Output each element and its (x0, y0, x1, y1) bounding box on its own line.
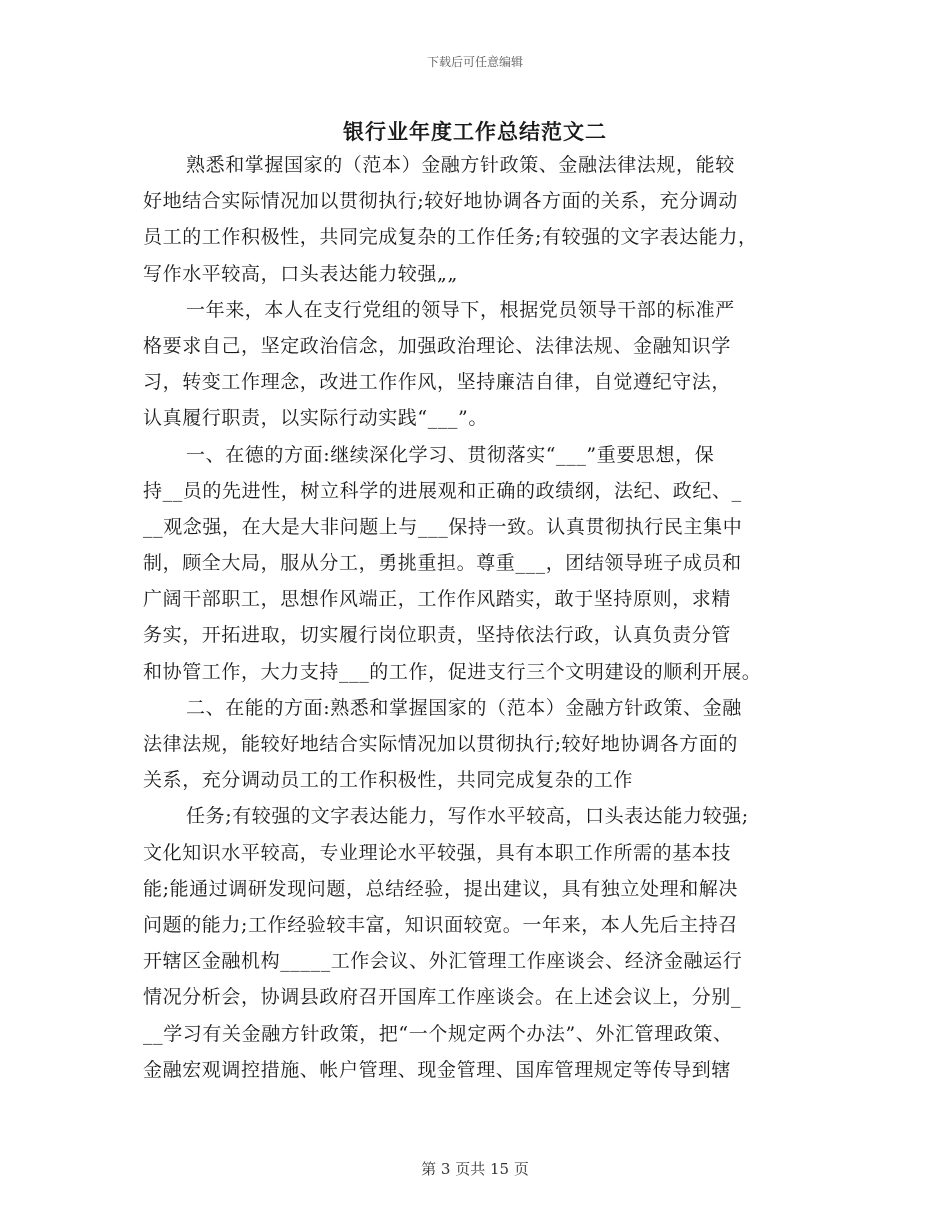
text-line: 习，转变工作理念，改进工作作风，坚持廉洁自律，自觉遵纪守法， (143, 371, 732, 394)
text-line: 写作水平较高，口头表达能力较强„„ (143, 262, 458, 285)
text-line: 一、在德的方面:继续深化学习、贯彻落实“___”重要思想，保 (186, 443, 715, 466)
text-line: 任务;有较强的文字表达能力，写作水平较高，口头表达能力较强; (186, 805, 749, 828)
text-line: 认真履行职责，以实际行动实践“___”。 (143, 407, 488, 430)
text-line: 务实，开拓进取，切实履行岗位职责，坚持依法行政，认真负责分管 (143, 624, 732, 647)
text-line: 员工的工作积极性，共同完成复杂的工作任务;有较强的文字表达能力， (143, 226, 758, 249)
header-note: 下载后可任意编辑 (426, 55, 523, 69)
text-line: 持__员的先进性，树立科学的进展观和正确的政绩纲，法纪、政纪、_ (143, 479, 742, 502)
text-line: 关系，充分调动员工的工作积极性，共同完成复杂的工作 (143, 769, 634, 792)
text-line: __观念强，在大是大非问题上与___保持一致。认真贯彻执行民主集中 (143, 515, 743, 538)
document-title: 银行业年度工作总结范文二 (343, 119, 607, 144)
text-line: 制，顾全大局，服从分工，勇挑重担。尊重___，团结领导班子成员和 (143, 552, 742, 575)
text-line: 和协管工作，大力支持___的工作，促进支行三个文明建设的顺利开展。 (143, 660, 762, 683)
text-line: 二、在能的方面:熟悉和掌握国家的（范本）金融方针政策、金融 (186, 696, 742, 719)
text-line: 开辖区金融机构_____工作会议、外汇管理工作座谈会、经济金融运行 (143, 950, 743, 973)
text-line: 熟悉和掌握国家的（范本）金融方针政策、金融法律法规，能较 (186, 154, 735, 176)
text-line: 格要求自己，坚定政治信念，加强政治理论、法律法规、金融知识学 (143, 334, 732, 357)
text-line: 文化知识水平较高，专业理论水平较强，具有本职工作所需的基本技 (143, 841, 732, 864)
text-line: __学习有关金融方针政策，把“一个规定两个办法”、外汇管理政策、 (143, 1022, 733, 1045)
text-line: 广阔干部职工，思想作风端正，工作作风踏实，敢于坚持原则，求精 (143, 588, 732, 611)
text-line: 法律法规，能较好地结合实际情况加以贯彻执行;较好地协调各方面的 (143, 733, 739, 755)
text-line: 一年来，本人在支行党组的领导下，根据党员领导干部的标准严 (186, 298, 735, 321)
text-line: 好地结合实际情况加以贯彻执行;较好地协调各方面的关系，充分调动 (143, 190, 739, 213)
page-footer: 第 3 页共 15 页 (421, 1160, 529, 1178)
text-line: 能;能通过调研发现问题，总结经验，提出建议，具有独立处理和解决 (143, 877, 739, 900)
text-line: 情况分析会，协调县政府召开国库工作座谈会。在上述会议上，分别_ (143, 986, 742, 1009)
body-text (143, 147, 813, 1088)
text-line: 金融宏观调控措施、帐户管理、现金管理、国库管理规定等传导到辖 (143, 1058, 732, 1081)
text-line: 问题的能力;工作经验较丰富，知识面较宽。一年来，本人先后主持召 (143, 913, 739, 936)
